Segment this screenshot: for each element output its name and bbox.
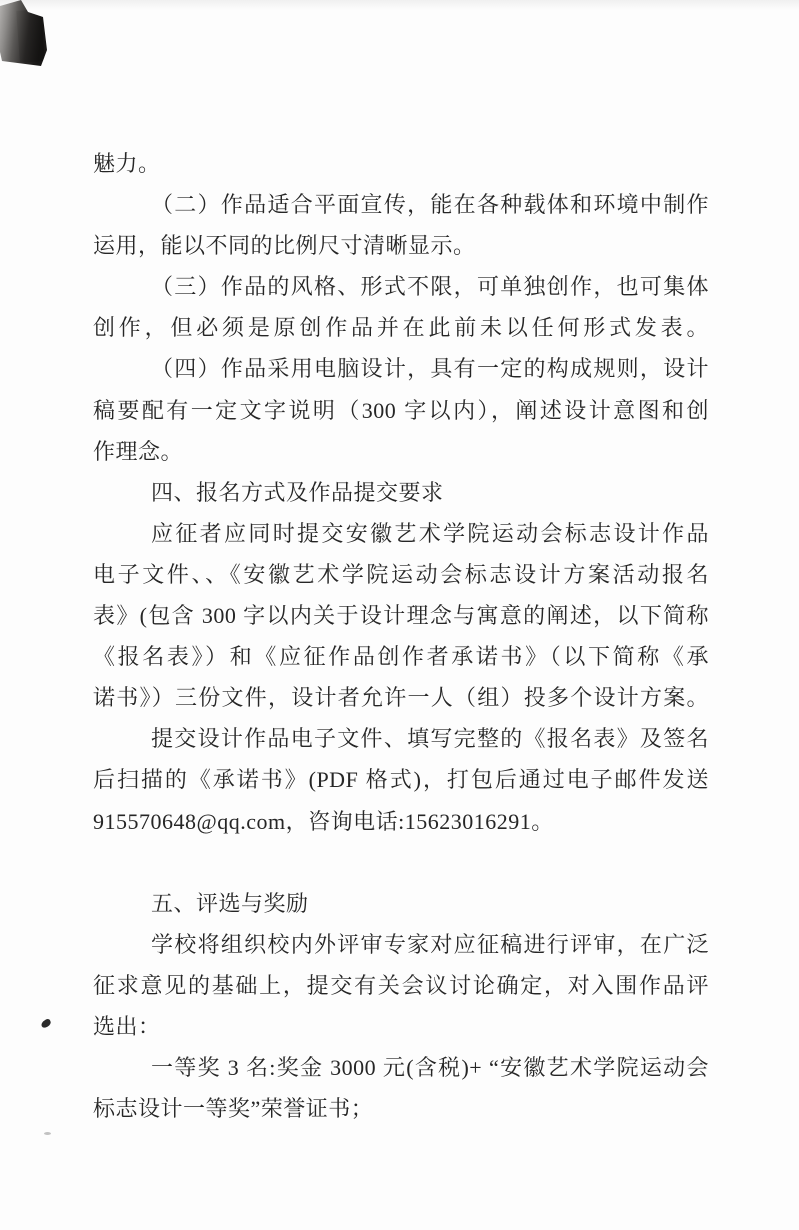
text-line: 915570648@qq.com，咨询电话:15623016291。 — [93, 808, 554, 834]
text-line: 学校将组织校内外评审专家对应征稿进行评审，在广泛 — [151, 931, 709, 957]
text-line: （三）作品的风格、形式不限，可单独创作，也可集体 — [151, 274, 709, 300]
text-line: （四）作品采用电脑设计，具有一定的构成规则，设计 — [151, 356, 709, 382]
text-line: 创作，但必须是原创作品并在此前未以任何形式发表。 — [93, 315, 709, 341]
text-line: （二）作品适合平面宣传，能在各种载体和环境中制作 — [151, 192, 709, 218]
scan-edge-shading — [0, 0, 799, 10]
document-text — [93, 143, 709, 1129]
text-line: 一等奖 3 名:奖金 3000 元(含税)+ “安徽艺术学院运动会 — [151, 1055, 709, 1081]
text-line: 四、报名方式及作品提交要求 — [151, 479, 444, 505]
text-line: 标志设计一等奖”荣誉证书； — [93, 1096, 374, 1122]
text-line: 选出： — [93, 1013, 161, 1039]
text-line: 五、评选与奖励 — [151, 890, 309, 916]
scanner-corner-artifact — [0, 0, 47, 68]
text-line: 应征者应同时提交安徽艺术学院运动会标志设计作品 — [151, 520, 709, 546]
text-line: 表》(包含 300 字以内关于设计理念与寓意的阐述，以下简称 — [93, 603, 709, 629]
text-line: 征求意见的基础上，提交有关会议讨论确定，对入围作品评 — [93, 972, 709, 998]
text-line: 作理念。 — [93, 438, 184, 464]
text-line: 运用，能以不同的比例尺寸清晰显示。 — [93, 233, 476, 259]
text-line: 提交设计作品电子文件、填写完整的《报名表》及签名 — [151, 726, 709, 752]
scanner-corner-artifact-dark — [16, 9, 45, 63]
text-line: 后扫描的《承诺书》(PDF 格式)，打包后通过电子邮件发送 — [93, 767, 709, 793]
text-line: 《报名表》）和《应征作品创作者承诺书》（以下简称《承 — [93, 644, 709, 670]
text-line: 诺书》）三份文件，设计者允许一人（组）投多个设计方案。 — [93, 685, 709, 711]
text-line: 魅力。 — [93, 151, 161, 176]
text-line: 电子文件、、《安徽艺术学院运动会标志设计方案活动报名 — [93, 561, 709, 587]
faint-speck — [44, 1132, 51, 1135]
text-line: 稿要配有一定文字说明（300 字以内），阐述设计意图和创 — [93, 397, 709, 423]
text-line — [93, 842, 709, 883]
ink-speck — [40, 1018, 52, 1029]
